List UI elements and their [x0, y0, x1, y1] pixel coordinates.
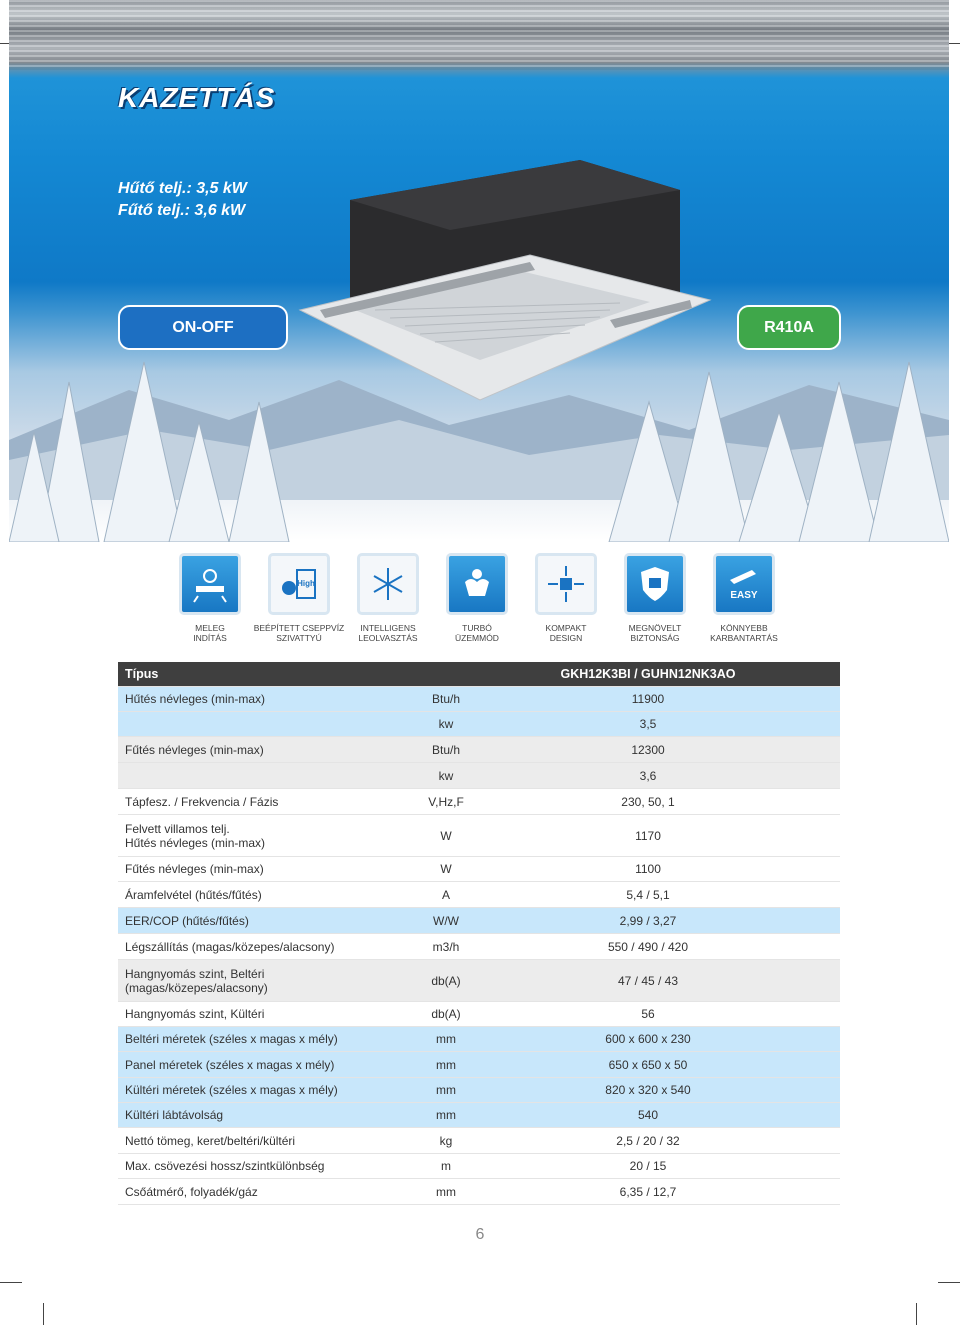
feature-label: TURBÓ [462, 623, 492, 633]
row-value: 550 / 490 / 420 [607, 939, 689, 954]
feature-defrost [338, 553, 438, 643]
table-row [118, 1179, 840, 1205]
row-unit: W [440, 828, 452, 843]
model-name: GKH12K3BI / GUHN12NK3AO [560, 667, 736, 681]
table-row [118, 763, 840, 789]
row-value: 1100 [635, 862, 661, 876]
row-label: Fűtés névleges (min-max) [125, 742, 264, 757]
row-value: 47 / 45 / 43 [617, 973, 679, 988]
row-unit: mm [436, 1108, 456, 1122]
row-value: 600 x 600 x 230 [605, 1032, 691, 1046]
feature-label: MEGNÖVELT [628, 623, 682, 633]
row-value: 1170 [635, 828, 661, 843]
heating-capacity: Fűtő telj.: 3,6 kW [118, 202, 246, 219]
compact-arrows-icon [535, 553, 597, 615]
pump-icon [268, 553, 330, 615]
row-unit: mm [436, 1184, 456, 1199]
row-label: EER/COP (hűtés/fűtés) [125, 913, 249, 928]
row-unit: mm [436, 1083, 456, 1097]
table-row [118, 960, 840, 1002]
row-label-line2: (magas/közepes/alacsony) [125, 980, 268, 995]
row-value: 11900 [631, 692, 665, 706]
row-value: 6,35 / 12,7 [619, 1184, 677, 1199]
row-value: 56 [641, 1007, 655, 1021]
feature-icons [160, 553, 810, 653]
row-value: 20 / 15 [629, 1159, 667, 1173]
row-label [125, 960, 410, 1001]
snowflake-icon [357, 553, 419, 615]
row-value: 540 [637, 1108, 659, 1122]
row-label: Max. csövezési hossz/szintkülönbség [125, 1159, 325, 1173]
feature-turbo [427, 553, 527, 643]
row-label-line1: Hangnyomás szint, Beltéri [125, 966, 265, 981]
warm-start-icon [179, 553, 241, 615]
feature-label: KÖNNYEBB [720, 623, 768, 633]
row-label: Fűtés névleges (min-max) [125, 862, 264, 876]
feature-compact [516, 553, 616, 643]
crop-mark [938, 1282, 960, 1283]
row-unit: V,Hz,F [428, 794, 464, 809]
feature-label: DESIGN [549, 633, 583, 643]
feature-label: KOMPAKT [545, 623, 587, 633]
row-label [125, 763, 410, 788]
row-unit: kg [439, 1133, 453, 1148]
row-value: 5,4 / 5,1 [626, 887, 670, 902]
row-label: Nettó tömeg, keret/beltéri/kültéri [125, 1133, 296, 1148]
row-unit: m3/h [432, 939, 460, 954]
table-header-label: Típus [125, 667, 159, 681]
table-row [118, 1027, 840, 1052]
row-label: Hangnyomás szint, Kültéri [125, 1007, 265, 1021]
on-off-badge: ON-OFF [118, 305, 288, 350]
table-row [118, 857, 840, 882]
row-unit: W [440, 862, 452, 876]
row-value: 230, 50, 1 [621, 794, 675, 809]
crop-mark [0, 1282, 22, 1283]
feature-label: ÜZEMMÓD [455, 633, 499, 643]
table-row [118, 1078, 840, 1103]
row-label: Hűtés névleges (min-max) [125, 692, 266, 706]
row-unit: kw [438, 717, 454, 731]
row-label: Áramfelvétel (hűtés/fűtés) [125, 887, 262, 902]
table-header-row [118, 662, 840, 687]
row-unit: db(A) [431, 973, 461, 988]
row-unit: A [441, 887, 450, 902]
row-unit: m [441, 1159, 451, 1173]
feature-label: KARBANTARTÁS [710, 633, 778, 643]
shield-icon [624, 553, 686, 615]
feature-pump [249, 553, 349, 643]
table-row [118, 908, 840, 934]
row-label-line2: Hűtés névleges (min-max) [125, 835, 266, 850]
feature-label: BEÉPÍTETT CSEPPVÍZ [253, 623, 345, 633]
metal-texture [9, 0, 949, 70]
row-value: 2,99 / 3,27 [619, 913, 677, 928]
row-label: Panel méretek (széles x magas x mély) [125, 1057, 335, 1072]
table-row [118, 815, 840, 857]
row-label: Kültéri lábtávolság [125, 1108, 224, 1122]
table-row [118, 934, 840, 960]
row-label: Beltéri méretek (széles x magas x mély) [125, 1032, 338, 1046]
feature-safety [605, 553, 705, 643]
row-label: Csőátmérő, folyadék/gáz [125, 1184, 258, 1199]
row-label [125, 712, 410, 736]
row-unit: kw [438, 768, 454, 783]
row-value: 650 x 650 x 50 [608, 1057, 688, 1072]
table-row [118, 712, 840, 737]
row-value: 2,5 / 20 / 32 [616, 1133, 680, 1148]
row-label: Légszállítás (magas/közepes/alacsony) [125, 939, 335, 954]
row-value: 12300 [631, 742, 665, 757]
row-value: 820 x 320 x 540 [605, 1083, 691, 1097]
table-row [118, 1128, 840, 1154]
page-title: KAZETTÁS [118, 82, 276, 113]
feature-label: LEOLVASZTÁS [358, 633, 418, 643]
row-unit: Btu/h [431, 692, 461, 706]
row-label: Tápfesz. / Frekvencia / Fázis [125, 794, 279, 809]
page-number: 6 [475, 1226, 485, 1243]
feature-label: BIZTONSÁG [630, 633, 680, 643]
feature-label: MELEG [195, 623, 225, 633]
row-value: 3,6 [639, 768, 657, 783]
wrench-icon [713, 553, 775, 615]
row-unit: Btu/h [431, 742, 461, 757]
feature-warm-start [160, 553, 260, 643]
row-unit: db(A) [431, 1007, 461, 1021]
cassette-unit-image [280, 160, 720, 410]
feature-label: INTELLIGENS [360, 623, 416, 633]
row-unit: mm [436, 1057, 456, 1072]
row-value: 3,5 [639, 717, 657, 731]
cooling-capacity: Hűtő telj.: 3,5 kW [118, 180, 247, 197]
table-row [118, 882, 840, 908]
row-label [125, 815, 410, 856]
feature-label: SZIVATTYÚ [276, 633, 322, 643]
feature-maintenance [694, 553, 794, 643]
row-label-line1: Felvett villamos telj. [125, 821, 230, 836]
easy-text: EASY [730, 590, 758, 601]
table-row [118, 1052, 840, 1078]
feature-label: INDÍTÁS [193, 633, 227, 643]
pump-high-text: High [297, 579, 315, 588]
table-row [118, 737, 840, 763]
spec-table [118, 662, 840, 1205]
row-unit: mm [436, 1032, 456, 1046]
table-row [118, 1154, 840, 1179]
row-unit: W/W [433, 913, 459, 928]
table-row [118, 1103, 840, 1128]
refrigerant-badge: R410A [737, 305, 841, 350]
crop-mark [43, 1303, 44, 1325]
crop-mark [916, 1303, 917, 1325]
row-label: Kültéri méretek (széles x magas x mély) [125, 1083, 338, 1097]
table-row [118, 687, 840, 712]
strongman-icon [446, 553, 508, 615]
table-row [118, 789, 840, 815]
table-row [118, 1002, 840, 1027]
